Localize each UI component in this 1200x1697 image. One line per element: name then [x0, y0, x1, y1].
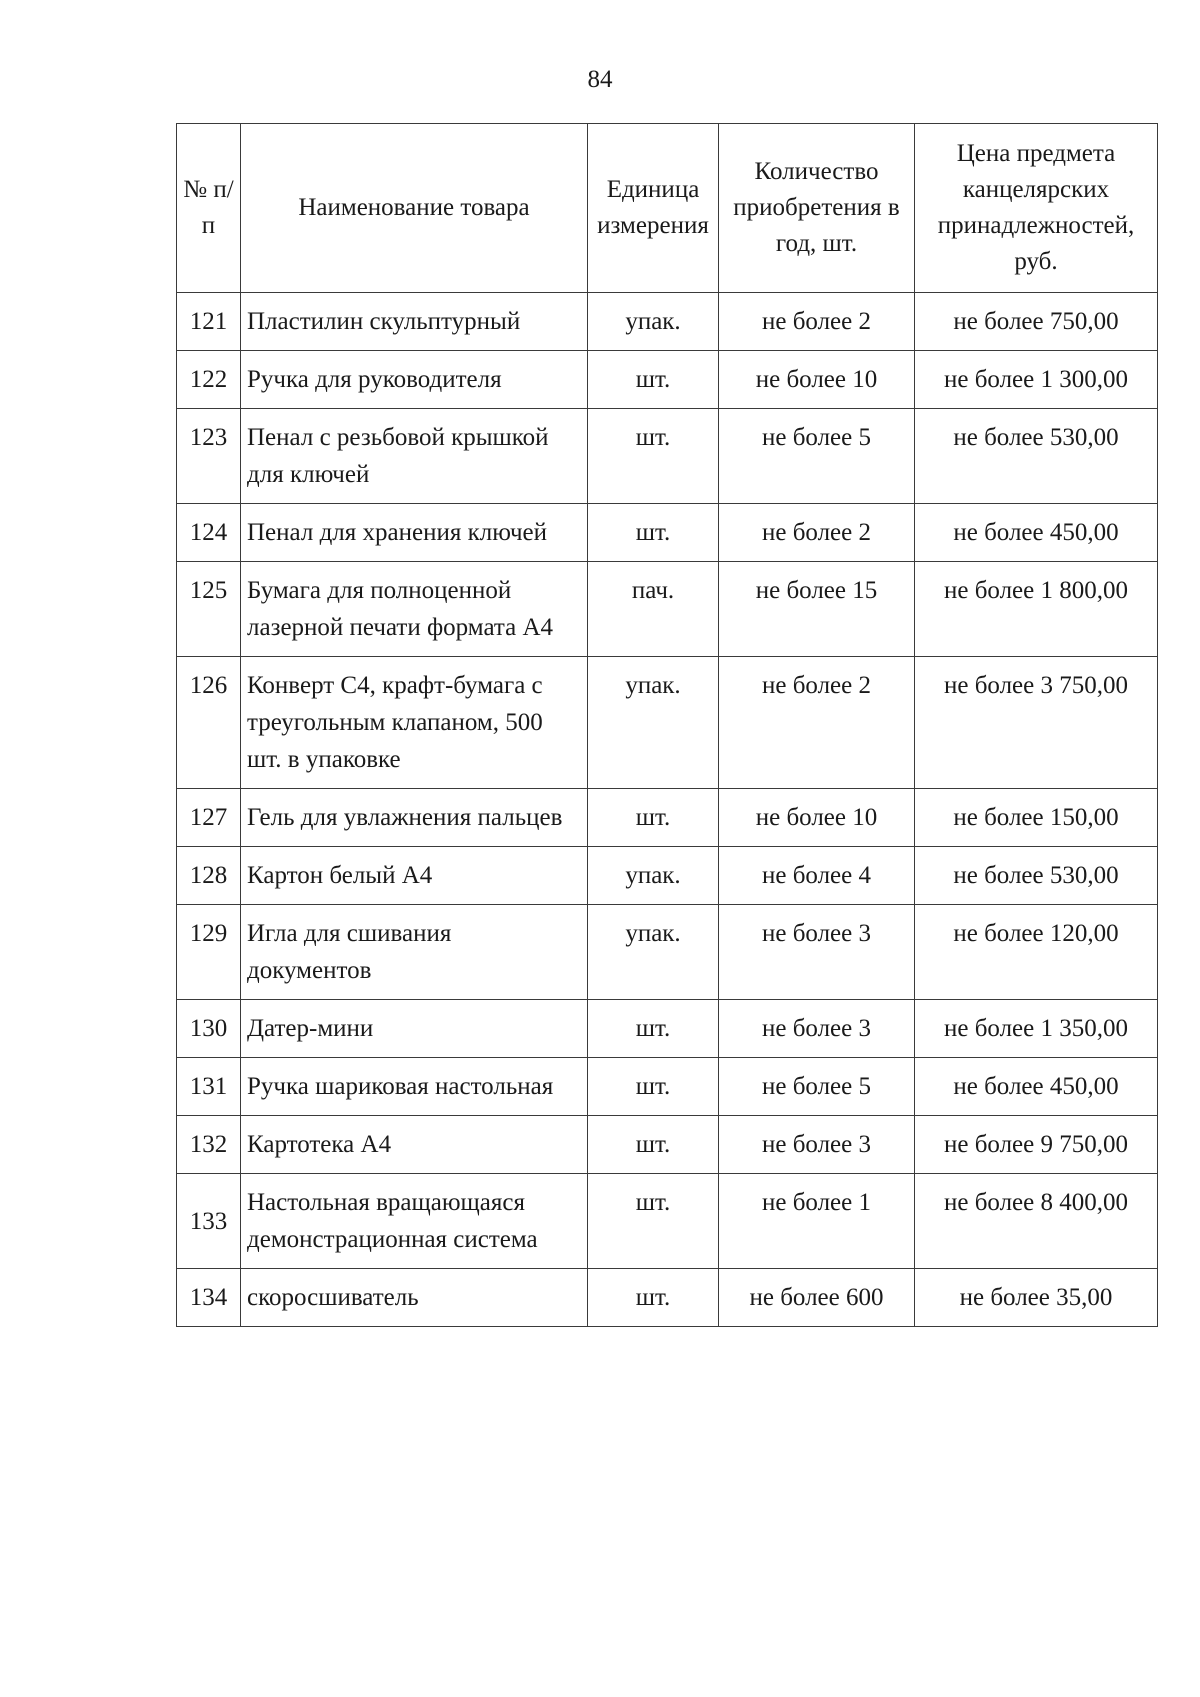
table-row	[177, 351, 1158, 409]
row-price: не более 530,00	[915, 409, 1158, 504]
table-body	[177, 293, 1158, 1327]
row-num: 129	[177, 905, 241, 1000]
row-name: Картотека А4	[241, 1116, 588, 1174]
header-price: Цена предмета канцелярских принадлежностей, руб.	[915, 124, 1158, 293]
row-name: Ручка шариковая настольная	[241, 1058, 588, 1116]
row-name: скоросшиватель	[241, 1269, 588, 1327]
row-qty: не более 3	[719, 1000, 915, 1058]
row-price: не более 450,00	[915, 1058, 1158, 1116]
row-name: Бумага для полноценной лазерной печати формата А4	[241, 562, 588, 657]
row-name: Ручка для руководителя	[241, 351, 588, 409]
row-price: не более 120,00	[915, 905, 1158, 1000]
row-num: 127	[177, 789, 241, 847]
row-unit: упак.	[588, 657, 719, 789]
table-row	[177, 1000, 1158, 1058]
header-unit: Единица измерения	[588, 124, 719, 293]
row-name: Картон белый А4	[241, 847, 588, 905]
row-name: Игла для сшивания документов	[241, 905, 588, 1000]
table-row	[177, 1116, 1158, 1174]
row-unit: упак.	[588, 847, 719, 905]
header-row	[177, 124, 1158, 293]
row-num: 123	[177, 409, 241, 504]
row-unit: шт.	[588, 1000, 719, 1058]
row-name: Конверт С4, крафт-бумага с треугольным клапаном, 500 шт. в упаковке	[241, 657, 588, 789]
row-unit: пач.	[588, 562, 719, 657]
row-unit: шт.	[588, 1116, 719, 1174]
row-num: 122	[177, 351, 241, 409]
row-unit: шт.	[588, 409, 719, 504]
row-unit: шт.	[588, 1269, 719, 1327]
table-row	[177, 847, 1158, 905]
header-num: № п/п	[177, 124, 241, 293]
table-row	[177, 1058, 1158, 1116]
table-row	[177, 562, 1158, 657]
row-name: Датер-мини	[241, 1000, 588, 1058]
table-header	[177, 124, 1158, 293]
table-row	[177, 504, 1158, 562]
row-price: не более 1 300,00	[915, 351, 1158, 409]
row-name: Гель для увлажнения пальцев	[241, 789, 588, 847]
table-row	[177, 905, 1158, 1000]
row-unit: шт.	[588, 1058, 719, 1116]
row-price: не более 3 750,00	[915, 657, 1158, 789]
row-num: 133	[177, 1174, 241, 1269]
row-qty: не более 10	[719, 789, 915, 847]
row-price: не более 150,00	[915, 789, 1158, 847]
row-price: не более 750,00	[915, 293, 1158, 351]
table-row	[177, 789, 1158, 847]
row-qty: не более 4	[719, 847, 915, 905]
row-unit: упак.	[588, 905, 719, 1000]
row-unit: шт.	[588, 1174, 719, 1269]
row-qty: не более 5	[719, 409, 915, 504]
row-name: Пенал с резьбовой крышкой для ключей	[241, 409, 588, 504]
header-qty: Количество приобретения в год, шт.	[719, 124, 915, 293]
table-row	[177, 1174, 1158, 1269]
row-price: не более 35,00	[915, 1269, 1158, 1327]
row-unit: шт.	[588, 504, 719, 562]
row-price: не более 530,00	[915, 847, 1158, 905]
row-num: 121	[177, 293, 241, 351]
table-row	[177, 1269, 1158, 1327]
row-price: не более 450,00	[915, 504, 1158, 562]
table-row	[177, 293, 1158, 351]
row-qty: не более 1	[719, 1174, 915, 1269]
row-qty: не более 15	[719, 562, 915, 657]
row-price: не более 1 800,00	[915, 562, 1158, 657]
row-num: 132	[177, 1116, 241, 1174]
row-num: 128	[177, 847, 241, 905]
row-num: 134	[177, 1269, 241, 1327]
row-qty: не более 2	[719, 657, 915, 789]
row-unit: шт.	[588, 351, 719, 409]
row-num: 131	[177, 1058, 241, 1116]
row-num: 130	[177, 1000, 241, 1058]
table-row	[177, 657, 1158, 789]
page-number: 84	[587, 66, 613, 93]
row-price: не более 8 400,00	[915, 1174, 1158, 1269]
table-row	[177, 409, 1158, 504]
row-qty: не более 2	[719, 293, 915, 351]
row-unit: шт.	[588, 789, 719, 847]
row-qty: не более 600	[719, 1269, 915, 1327]
row-qty: не более 3	[719, 1116, 915, 1174]
row-num: 126	[177, 657, 241, 789]
goods-table	[176, 123, 1158, 1327]
row-price: не более 9 750,00	[915, 1116, 1158, 1174]
row-name: Пенал для хранения ключей	[241, 504, 588, 562]
row-unit: упак.	[588, 293, 719, 351]
row-qty: не более 10	[719, 351, 915, 409]
header-name: Наименование товара	[241, 124, 588, 293]
row-price: не более 1 350,00	[915, 1000, 1158, 1058]
row-qty: не более 2	[719, 504, 915, 562]
row-qty: не более 3	[719, 905, 915, 1000]
row-qty: не более 5	[719, 1058, 915, 1116]
row-name: Пластилин скульптурный	[241, 293, 588, 351]
row-num: 125	[177, 562, 241, 657]
row-num: 124	[177, 504, 241, 562]
row-name: Настольная вращающаяся демонстрационная система	[241, 1174, 588, 1269]
